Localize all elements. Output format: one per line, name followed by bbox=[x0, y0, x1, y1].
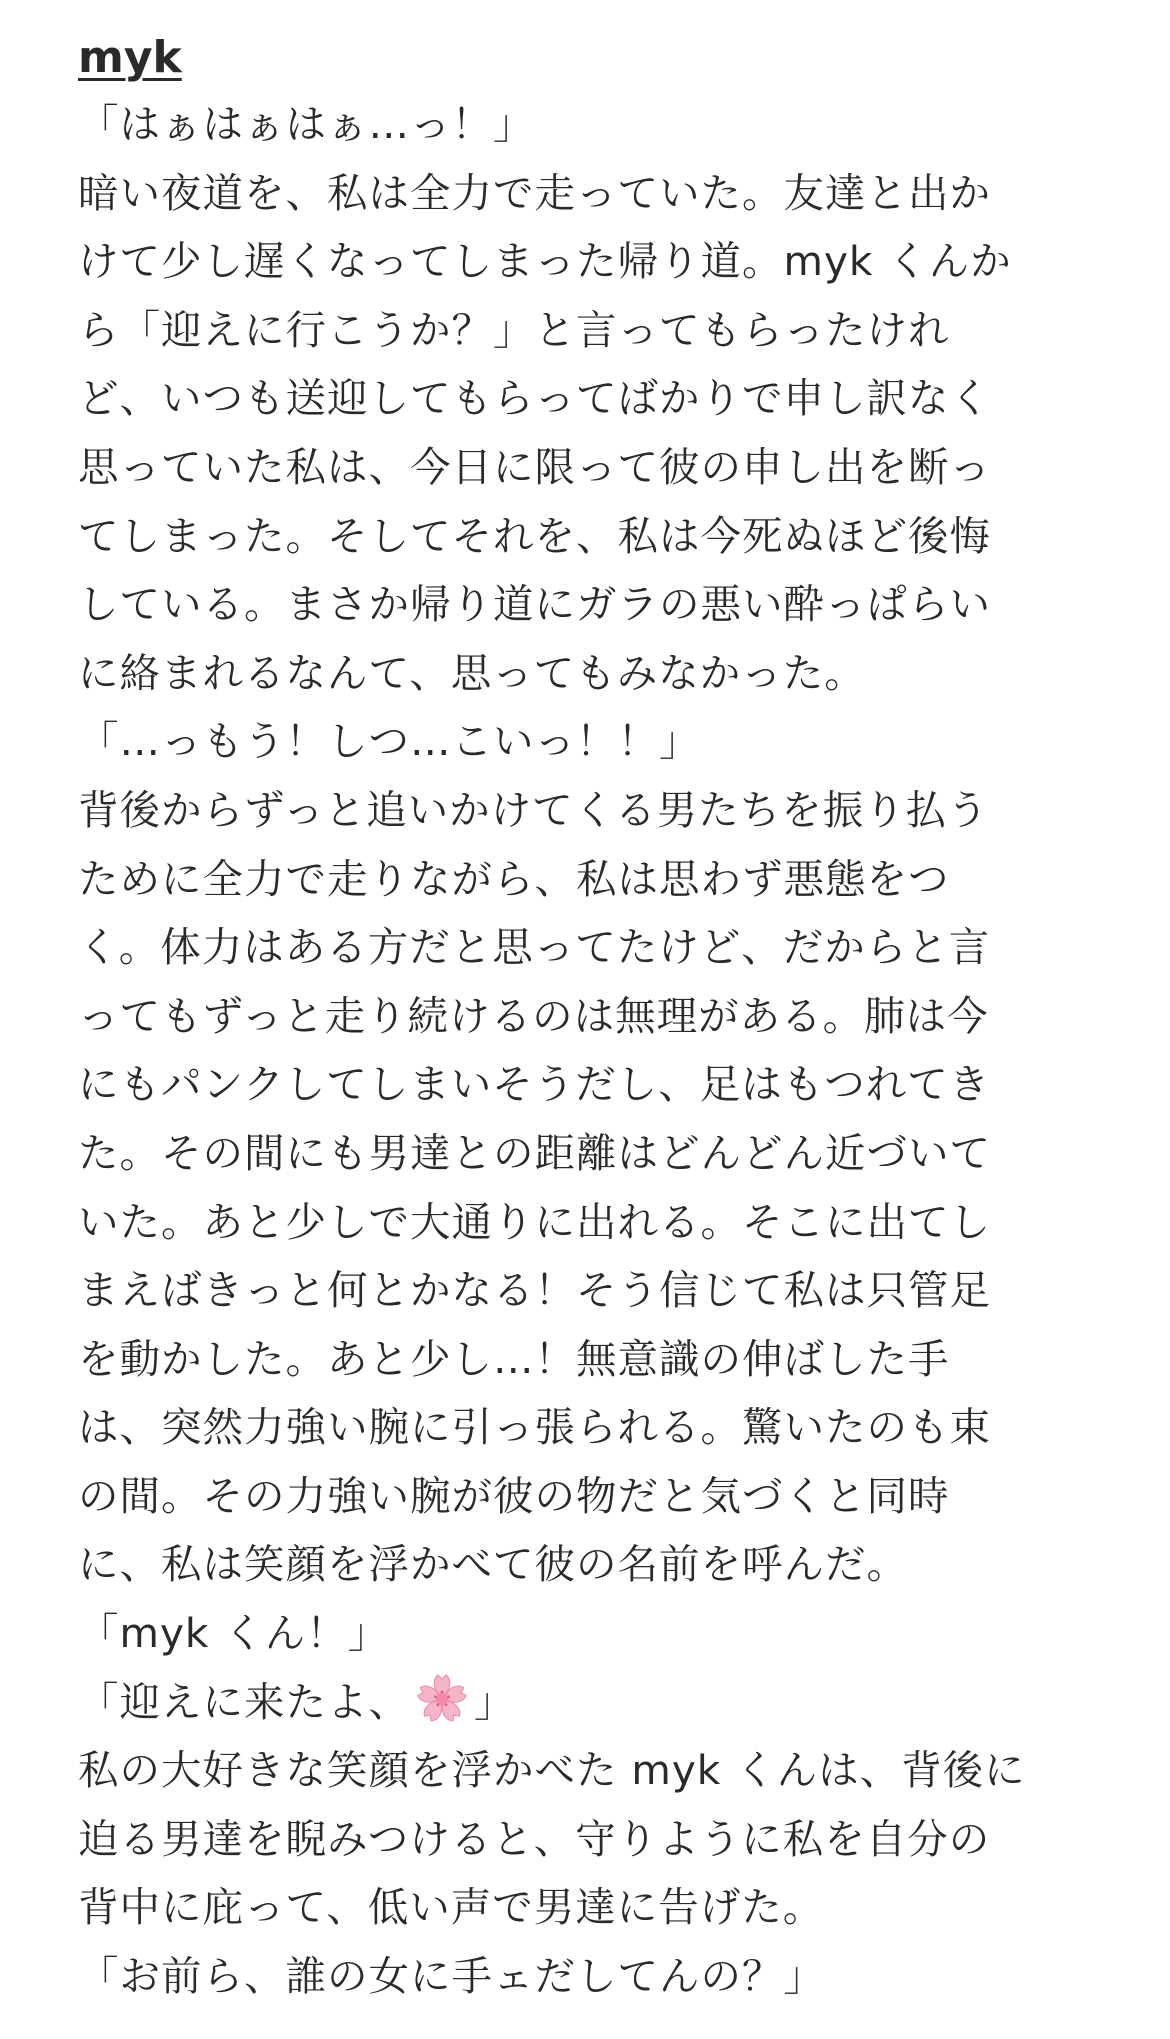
text-line: にもパンクしてしまいそうだし、足はもつれてき bbox=[78, 1060, 991, 1109]
text-line: は、突然力強い腕に引っ張られる。驚いたのも束 bbox=[78, 1403, 991, 1452]
text-line: ど、いつも送迎してもらってばかりで申し訳なく bbox=[78, 374, 991, 423]
text-line: 思っていた私は、今日に限って彼の申し出を断っ bbox=[78, 442, 991, 491]
text-line: 背中に庇って、低い声で男達に告げた。 bbox=[78, 1883, 825, 1932]
text-line: ら「迎えに行こうか？」と言ってもらったけれ bbox=[78, 305, 950, 354]
text-line: 暗い夜道を、私は全力で走っていた。友達と出か bbox=[78, 168, 991, 217]
text-line: く。体力はある方だと思ってたけど、だからと言 bbox=[78, 923, 991, 972]
text-line: 背後からずっと追いかけてくる男たちを振り払う bbox=[78, 785, 989, 834]
text-line: 「お前ら、誰の女に手ェだしてんの？」 bbox=[78, 1952, 825, 2001]
text-line: いた。あと少しで大通りに出れる。そこに出てし bbox=[78, 1197, 991, 1246]
text-line: 「myk くん！」 bbox=[78, 1609, 390, 1658]
text-line: に絡まれるなんて、思ってもみなかった。 bbox=[78, 648, 866, 697]
text-line: まえばきっと何とかなる！そう信じて私は只管足 bbox=[78, 1266, 991, 1315]
text-line: の間。その力強い腕が彼の物だと気づくと同時 bbox=[78, 1471, 950, 1520]
text-line: ってもずっと走り続けるのは無理がある。肺は今 bbox=[78, 991, 989, 1040]
text-line: ために全力で走りながら、私は思わず悪態をつ bbox=[78, 854, 950, 903]
post-title: myk bbox=[78, 32, 182, 83]
story-document bbox=[78, 28, 1088, 2011]
emoji-text-line bbox=[78, 1668, 1088, 1737]
text-line: 「はぁはぁはぁ…っ！」 bbox=[78, 100, 535, 148]
text-line: 「…っもう！しつ…こいっ！！」 bbox=[78, 717, 701, 766]
emoji-line-after: 」 bbox=[474, 1677, 516, 1726]
cherry-blossom-icon bbox=[414, 1670, 470, 1726]
text-line: に、私は笑顔を浮かべて彼の名前を呼んだ。 bbox=[78, 1540, 908, 1589]
text-line: 迫る男達を睨みつけると、守りように私を自分の bbox=[78, 1814, 991, 1863]
text-line: けて少し遅くなってしまった帰り道。myk くんか bbox=[78, 237, 1012, 286]
text-line: を動かした。あと少し…！無意識の伸ばした手 bbox=[78, 1334, 950, 1383]
text-line: てしまった。そしてそれを、私は今死ぬほど後悔 bbox=[78, 511, 991, 560]
text-line: している。まさか帰り道にガラの悪い酔っぱらい bbox=[78, 580, 991, 629]
text-line: 私の大好きな笑顔を浮かべた myk くんは、背後に bbox=[78, 1746, 1026, 1795]
text-line: た。その間にも男達との距離はどんどん近づいて bbox=[78, 1128, 991, 1177]
emoji-line-before: 「迎えに来たよ、 bbox=[78, 1677, 410, 1726]
